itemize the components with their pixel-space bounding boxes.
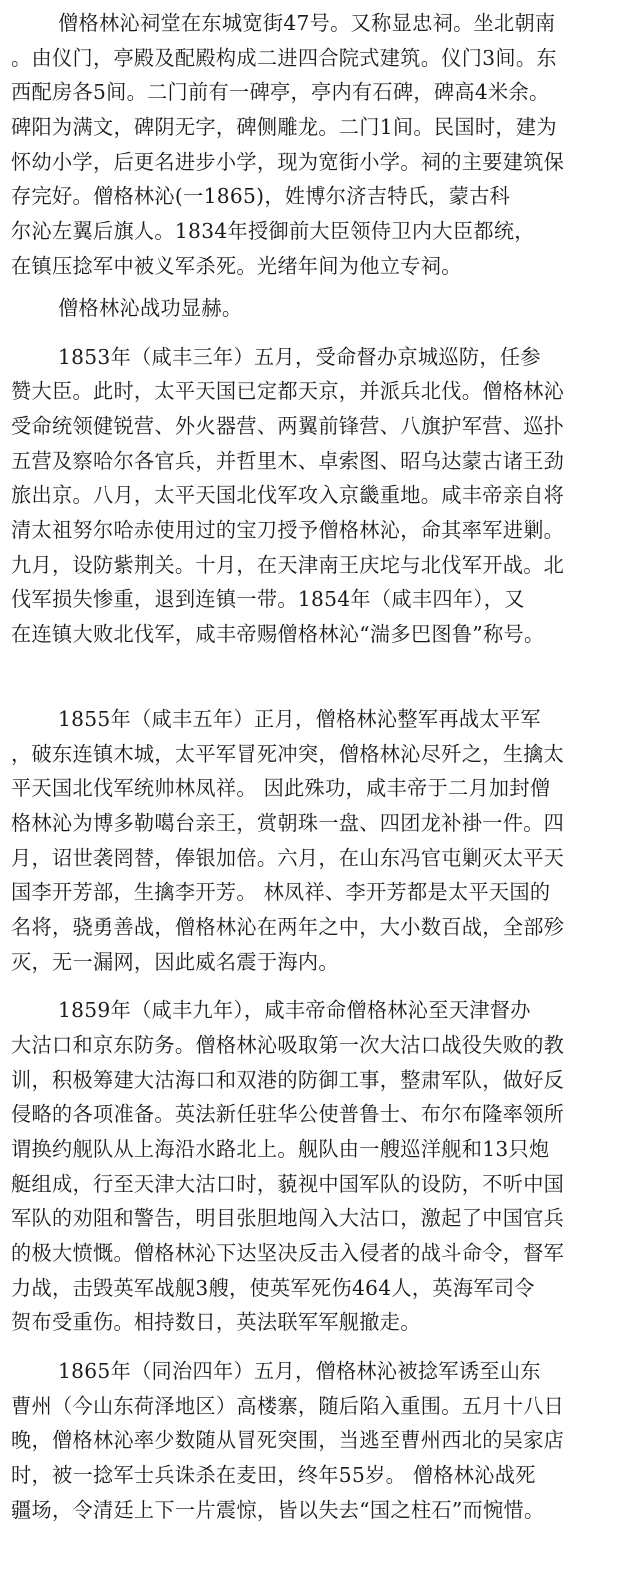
text-line: 在镇压捻军中被义军杀死。光绪年间为他立专祠。	[11, 254, 462, 278]
text-line: 1855年（咸丰五年）正月，僧格林沁整军再战太平军	[58, 707, 541, 731]
text-line: 1859年（咸丰九年），咸丰帝命僧格林沁至天津督办	[58, 998, 531, 1022]
text-line: 月，诏世袭罔替，俸银加倍。六月，在山东冯官屯剿灭太平天	[11, 846, 565, 870]
text-line: 僧格林沁祠堂在东城宽街47号。又称显忠祠。坐北朝南	[58, 11, 556, 35]
text-line: 军队的劝阻和警告，明目张胆地闯入大沽口，激起了中国官兵	[11, 1206, 565, 1230]
text-line: 疆场，令清廷上下一片震惊，皆以失去“国之柱石”而惋惜。	[11, 1498, 545, 1522]
text-line: 1865年（同治四年）五月，僧格林沁被捻军诱至山东	[58, 1359, 541, 1383]
text-line: 赞大臣。此时，太平天国已定都天京，并派兵北伐。僧格林沁	[11, 379, 565, 403]
text-line: 受命统领健锐营、外火器营、两翼前锋营、八旗护军营、巡扑	[11, 414, 565, 438]
text-line: 谓换约舰队从上海沿水路北上。舰队由一艘巡洋舰和13只炮	[11, 1137, 550, 1161]
text-line: 怀幼小学，后更名进步小学，现为宽街小学。祠的主要建筑保	[11, 150, 565, 174]
text-line: 贺布受重伤。相持数日，英法联军军舰撤走。	[11, 1310, 421, 1334]
text-line: ，破东连镇木城，太平军冒死冲突，僧格林沁尽歼之，生擒太	[11, 742, 565, 766]
text-line: 伐军损失惨重，退到连镇一带。1854年（咸丰四年），又	[11, 587, 525, 611]
text-line: 平天国北伐军统帅林凤祥。 因此殊功，咸丰帝于二月加封僧	[11, 776, 551, 800]
text-line: 国李开芳部，生擒李开芳。 林凤祥、李开芳都是太平天国的	[11, 880, 551, 904]
text-line: 艇组成，行至天津大沽口时，藐视中国军队的设防，不听中国	[11, 1172, 565, 1196]
text-line: 的极大愤慨。僧格林沁下达坚决反击入侵者的战斗命令，督军	[11, 1241, 565, 1265]
text-line: 碑阳为满文，碑阴无字，碑侧雕龙。二门1间。民国时，建为	[11, 115, 557, 139]
text-line: 九月，设防紫荆关。十月，在天津南王庆坨与北伐军开战。北	[11, 553, 565, 577]
text-line: 大沽口和京东防务。僧格林沁吸取第一次大沽口战役失败的教	[11, 1033, 565, 1057]
text-line: 晚，僧格林沁率少数随从冒死突围，当逃至曹州西北的吴家店	[11, 1428, 565, 1452]
text-line: 名将，骁勇善战，僧格林沁在两年之中，大小数百战，全部殄	[11, 915, 565, 939]
text-line: 尔沁左翼后旗人。1834年授御前大臣领侍卫内大臣都统，	[11, 219, 535, 243]
text-line: 力战，击毁英军战舰3艘，使英军死伤464人，英海军司令	[11, 1276, 535, 1300]
text-line: 训，积极筹建大沽海口和双港的防御工事，整肃军队，做好反	[11, 1068, 565, 1092]
text-line: 时，被一捻军士兵诛杀在麦田，终年55岁。 僧格林沁战死	[11, 1463, 536, 1487]
text-line: 旅出京。八月，太平天国北伐军攻入京畿重地。咸丰帝亲自将	[11, 483, 565, 507]
text-line: 存完好。僧格林沁(一1865)，姓博尔济吉特氏，蒙古科	[11, 184, 511, 208]
text-line: 侵略的各项准备。英法新任驻华公使普鲁士、布尔布隆率领所	[11, 1102, 565, 1126]
text-line: 在连镇大败北伐军，咸丰帝赐僧格林沁“湍多巴图鲁”称号。	[11, 622, 545, 646]
text-line: 西配房各5间。二门前有一碑亭，亭内有石碑，碑高4米余。	[11, 80, 550, 104]
text-line: 1853年（咸丰三年）五月，受命督办京城巡防，任参	[58, 345, 541, 369]
text-line: 清太祖努尔哈赤使用过的宝刀授予僧格林沁，命其率军进剿。	[11, 518, 565, 542]
text-line: 五营及察哈尔各官兵，并哲里木、卓索图、昭乌达蒙古诸王劲	[11, 449, 565, 473]
text-line: 。由仪门，亭殿及配殿构成二进四合院式建筑。仪门3间。东	[11, 46, 557, 70]
text-line: 僧格林沁战功显赫。	[58, 296, 243, 320]
text-line: 曹州（今山东荷泽地区）高楼寨，随后陷入重围。五月十八日	[11, 1394, 565, 1418]
text-line: 灭，无一漏网，因此威名震于海内。	[11, 950, 339, 974]
text-line: 格林沁为博多勒噶台亲王，赏朝珠一盘、四团龙补褂一件。四	[11, 811, 565, 835]
